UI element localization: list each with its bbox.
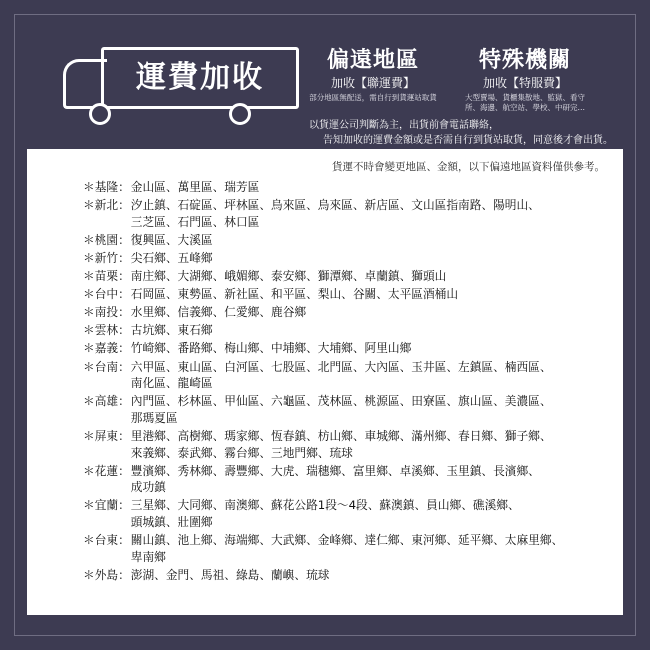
region-areas-line: 石岡區、東勢區、新社區、和平區、梨山、谷關、太平區酒桶山 bbox=[130, 287, 459, 302]
region-areas bbox=[130, 179, 611, 196]
region-row bbox=[39, 197, 611, 230]
region-areas bbox=[130, 340, 611, 357]
region-areas-line: 豐濱鄉、秀林鄉、壽豐鄉、大虎、瑞穗鄉、富里鄉、卓溪鄉、玉里鎮、長濱鄉、 bbox=[130, 463, 540, 478]
truck-wheel-rear-icon bbox=[229, 103, 251, 125]
region-areas bbox=[130, 268, 611, 285]
special-facility-title: 特殊機關 bbox=[478, 48, 571, 73]
region-areas bbox=[130, 232, 611, 249]
region-areas bbox=[130, 250, 611, 267]
region-areas-line: 汐止鎮、石碇區、坪林區、烏來區、烏來區、新店區、文山區指南路、陽明山、 bbox=[130, 198, 540, 213]
remote-area-detail: 部分地區無配送，需自行到貨運站取貨 bbox=[309, 92, 437, 102]
region-label: ＊台中： bbox=[83, 287, 130, 302]
region-row bbox=[39, 179, 611, 196]
header-note-line1: 以貨運公司判斷為主，出貨前會電話聯絡， bbox=[309, 120, 499, 131]
poster-header bbox=[27, 25, 623, 146]
region-areas-line: 南庄鄉、大湖鄉、峨媚鄉、泰安鄉、獅潭鄉、卓蘭鎮、獅頭山 bbox=[130, 269, 447, 284]
region-areas bbox=[130, 567, 611, 584]
header-note-line2: 告知加收的運費金額或是否需自行到貨站取貨，同意後才會出貨。 bbox=[323, 134, 613, 146]
panel-disclaimer: 貨運不時會變更地區、金額，以下偏遠地區資料僅供參考。 bbox=[332, 161, 605, 173]
region-areas bbox=[130, 428, 611, 461]
header-box-special-facility bbox=[459, 49, 591, 113]
region-row bbox=[39, 304, 611, 321]
region-areas-line: 成功鎮 bbox=[130, 480, 166, 495]
region-areas bbox=[130, 393, 611, 426]
region-row bbox=[39, 428, 611, 461]
region-areas-line: 內門區、杉林區、甲仙區、六龜區、茂林區、桃源區、田寮區、旗山區、美濃區、 bbox=[130, 394, 552, 409]
region-label: ＊桃園： bbox=[83, 232, 130, 247]
region-areas-line: 關山鎮、池上鄉、海端鄉、大武鄉、金峰鄉、達仁鄉、東河鄉、延平鄉、太麻里鄉、 bbox=[130, 533, 564, 548]
region-areas-line: 古坑鄉、東石鄉 bbox=[130, 323, 213, 338]
special-facility-subtitle: 加收【特服費】 bbox=[482, 76, 567, 91]
region-areas bbox=[130, 286, 611, 303]
truck-wheel-front-icon bbox=[89, 103, 111, 125]
region-areas-line: 里港鄉、高樹鄉、瑪家鄉、恆春鎮、枋山鄉、車城鄉、滿州鄉、春日鄉、獅子鄉、 bbox=[130, 429, 552, 444]
region-areas-line: 那瑪夏區 bbox=[130, 410, 178, 425]
region-areas-line: 卑南鄉 bbox=[130, 549, 166, 564]
region-areas bbox=[130, 497, 611, 530]
region-areas-line: 三芝區、石門區、林口區 bbox=[130, 214, 260, 229]
region-areas-line: 尖石鄉、五峰鄉 bbox=[130, 250, 213, 265]
region-row bbox=[39, 232, 611, 249]
region-areas bbox=[130, 532, 611, 565]
header-note bbox=[309, 119, 639, 148]
remote-area-subtitle: 加收【聯運費】 bbox=[330, 76, 415, 91]
special-facility-detail: 大型賣場、貨櫃集散地、監獄、看守所、海邊、航空站、學校、中研完… bbox=[465, 92, 585, 112]
header-box-remote-area bbox=[307, 49, 439, 103]
region-areas-line: 六甲區、東山區、白河區、七股區、北門區、大內區、玉井區、左鎮區、楠西區、 bbox=[130, 359, 552, 374]
region-areas-line: 南化區、龍崎區 bbox=[130, 376, 213, 391]
region-row bbox=[39, 268, 611, 285]
region-areas-line: 金山區、萬里區、瑞芳區 bbox=[130, 180, 260, 194]
truck-body bbox=[101, 47, 299, 109]
region-label: ＊宜蘭： bbox=[83, 498, 130, 513]
region-areas-line: 來義鄉、泰武鄉、霧台鄉、三地門鄉、琉球 bbox=[130, 445, 353, 460]
remote-area-list-panel bbox=[27, 149, 623, 615]
remote-area-title: 偏遠地區 bbox=[326, 48, 419, 73]
region-label: ＊台東： bbox=[83, 533, 130, 548]
region-label: ＊台南： bbox=[83, 359, 130, 374]
region-row bbox=[39, 567, 611, 584]
region-row bbox=[39, 286, 611, 303]
region-label: ＊花蓮： bbox=[83, 463, 130, 478]
region-label: ＊基隆： bbox=[83, 180, 130, 194]
truck-title: 運費加收 bbox=[136, 60, 264, 95]
region-areas bbox=[130, 322, 611, 339]
region-areas bbox=[130, 359, 611, 392]
region-row bbox=[39, 497, 611, 530]
region-label: ＊嘉義： bbox=[83, 341, 130, 356]
region-areas bbox=[130, 463, 611, 496]
region-areas bbox=[130, 304, 611, 321]
region-label: ＊高雄： bbox=[83, 394, 130, 409]
poster-inner-frame bbox=[14, 14, 636, 636]
region-row bbox=[39, 250, 611, 267]
region-label: ＊新竹： bbox=[83, 250, 130, 265]
region-label: ＊雲林： bbox=[83, 323, 130, 338]
region-label: ＊外島： bbox=[83, 567, 130, 582]
region-row bbox=[39, 359, 611, 392]
region-areas-line: 竹崎鄉、番路鄉、梅山鄉、中埔鄉、大埔鄉、阿里山鄉 bbox=[130, 341, 412, 356]
region-row bbox=[39, 393, 611, 426]
region-row bbox=[39, 322, 611, 339]
truck-illustration bbox=[63, 47, 299, 131]
region-list bbox=[39, 179, 611, 584]
region-label: ＊苗栗： bbox=[83, 269, 130, 284]
region-areas bbox=[130, 197, 611, 230]
region-row bbox=[39, 463, 611, 496]
region-label: ＊南投： bbox=[83, 305, 130, 320]
region-areas-line: 復興區、大溪區 bbox=[130, 232, 213, 247]
region-areas-line: 頭城鎮、壯圍鄉 bbox=[130, 515, 213, 530]
region-areas-line: 三星鄉、大同鄉、南澳鄉、蘇花公路1段～4段、蘇澳鎮、員山鄉、礁溪鄉、 bbox=[130, 498, 520, 513]
region-label: ＊新北： bbox=[83, 198, 130, 213]
region-areas-line: 水里鄉、信義鄉、仁愛鄉、鹿谷鄉 bbox=[130, 305, 307, 320]
region-label: ＊屏東： bbox=[83, 429, 130, 444]
region-row bbox=[39, 340, 611, 357]
region-row bbox=[39, 532, 611, 565]
region-areas-line: 澎湖、金門、馬祖、綠島、蘭嶼、琉球 bbox=[130, 567, 330, 582]
